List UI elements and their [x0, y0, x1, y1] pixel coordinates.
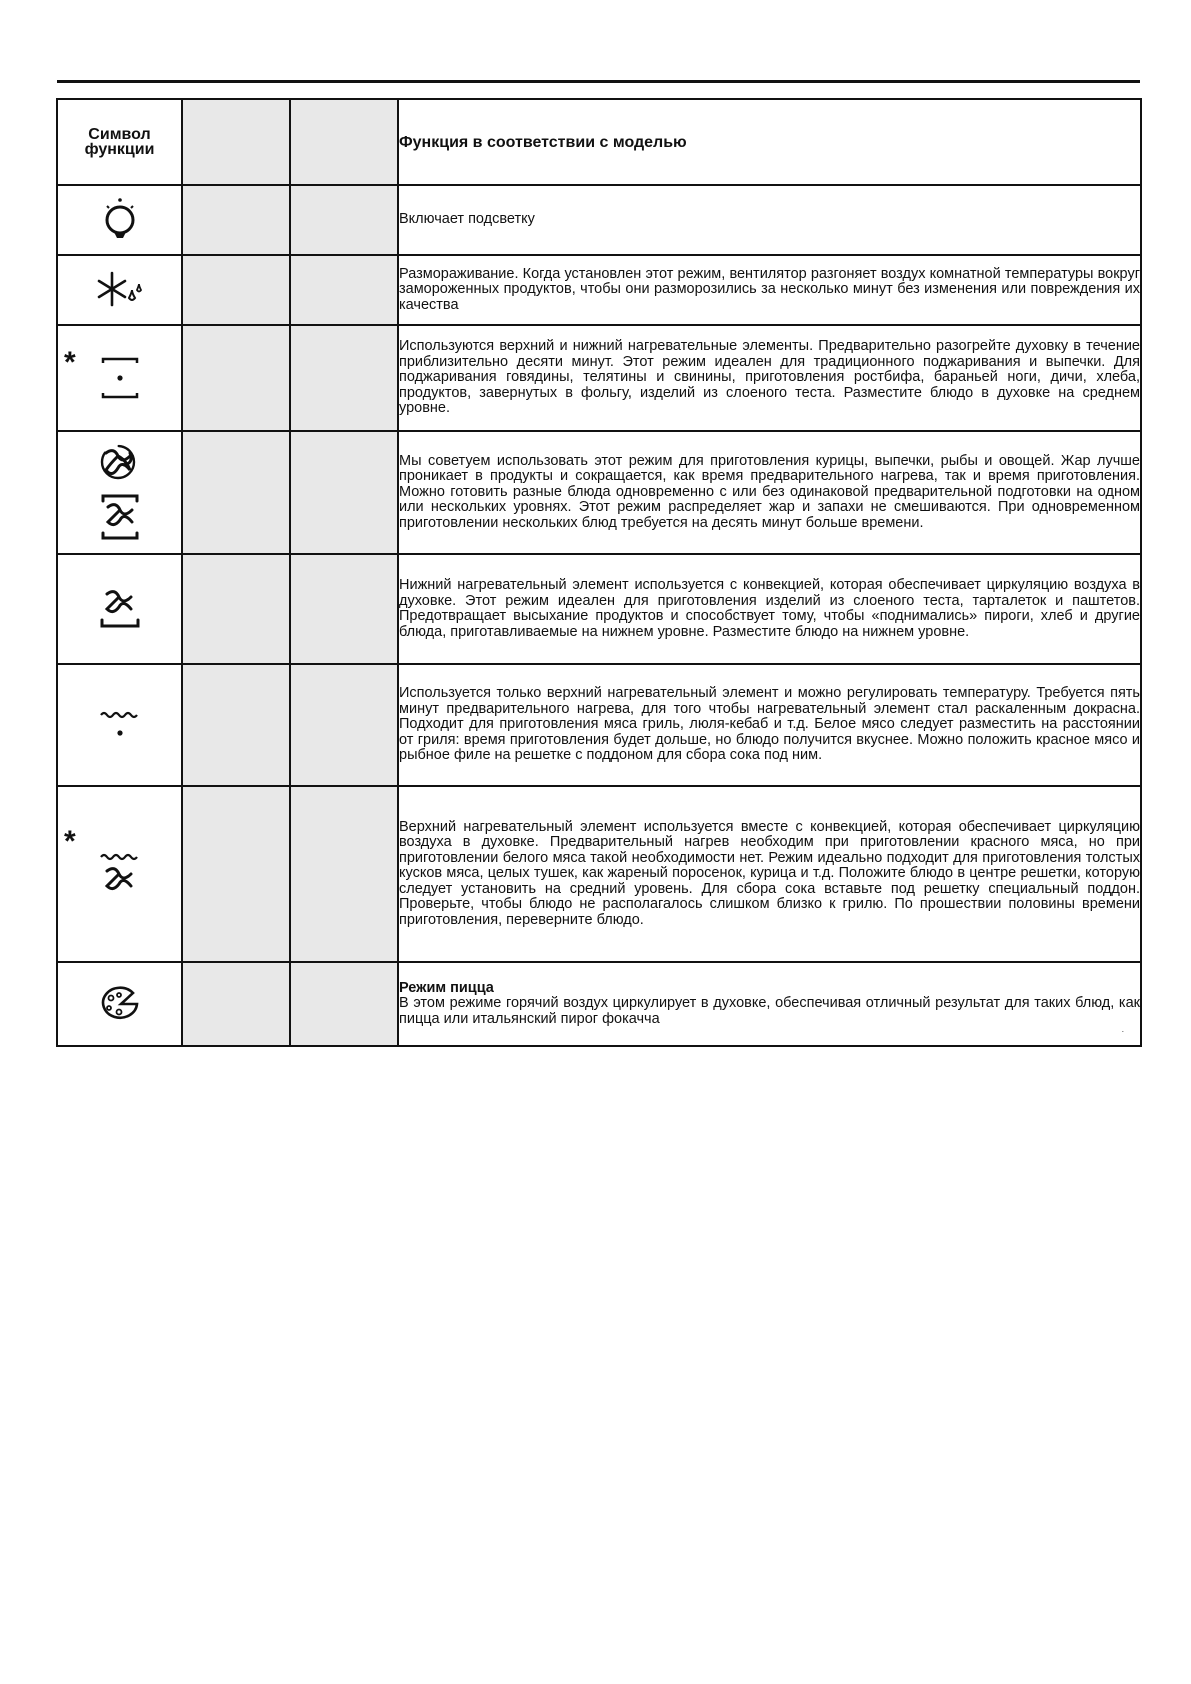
- availability-star: *: [64, 346, 76, 379]
- function-description: Размораживание. Когда установлен этот режим, вентилятор разгоняет воздух комнатной температуры вокруг замороженных продуктов, чтобы они разморозились за несколько минут без изменения или повреждения их качества: [398, 255, 1141, 325]
- symbol-cell: [57, 554, 182, 664]
- symbol-cell: [57, 255, 182, 325]
- function-column-header: Функция в соответствии с моделью: [398, 99, 1141, 185]
- table-row: [57, 786, 1141, 962]
- blank-cell: [182, 325, 290, 431]
- function-description: Верхний нагревательный элемент используется вместе с конвекцией, которая обеспечивает циркуляцию воздуха в духовке. Предварительный нагрев необходим при приготовлении красного мяса, но при приготовлении белого мяса такой необходимости нет. Режим идеально подходит для приготовления толстых кусков мяса, целых тушек, как жареный поросенок, курица и т.д. Положите блюдо в центре решетки, которую следует установить на средний уровень. Для сбора сока вставьте под решетку специальный поддон. Проверьте, чтобы блюдо не располагалось слишком близко к грилю. По прошествии половины времени приготовления, переверните блюдо.: [398, 786, 1141, 962]
- pizza-icon: [97, 984, 143, 1024]
- function-description: Включает подсветку: [398, 185, 1141, 255]
- table-row: [57, 431, 1141, 554]
- table-row: [57, 962, 1141, 1046]
- function-description: Нижний нагревательный элемент используется с конвекцией, которая обеспечивает циркуляцию воздуха в духовке. Этот режим идеален для приготовления изделий из слоеного теста, тарталеток и паштетов. Предотвращает высыхание продуктов и способствует тому, чтобы «поднимались» пироги, хлеб и другие блюда, приготавливаемые на нижнем уровне. Разместите блюдо на нижнем уровне.: [398, 554, 1141, 664]
- symbol-column-header: Символ функции: [57, 99, 182, 185]
- table-row: [57, 325, 1141, 431]
- table-row: [57, 554, 1141, 664]
- top-bottom-heat-icon: [98, 354, 142, 402]
- defrost-icon: [95, 268, 145, 312]
- function-description: [398, 962, 1141, 1046]
- table-row: [57, 664, 1141, 786]
- availability-star: *: [64, 825, 76, 858]
- table-header-row: [57, 99, 1141, 185]
- symbol-cell: [57, 325, 182, 431]
- grill-fan-icon: [97, 849, 143, 899]
- symbol-cell: [57, 962, 182, 1046]
- function-description: Используется только верхний нагревательный элемент и можно регулировать температуру. Требуется пять минут предварительного нагрева, для того чтобы нагревательный элемент стал раскаленным докрасна. Подходит для приготовления мяса гриль, люля-кебаб и т.д. Белое мясо следует разместить на расстоянии от гриля: время приготовления будет дольше, но блюдо получится вкуснее. Можно положить красное мясо и рыбное филе на решетке с поддоном для сбора сока под ним.: [398, 664, 1141, 786]
- blank-cell: [182, 431, 290, 554]
- table-row: [57, 255, 1141, 325]
- bottom-heat-fan-icon: [97, 584, 143, 634]
- blank-cell: [182, 962, 290, 1046]
- blank-cell: [290, 255, 398, 325]
- function-description: Мы советуем использовать этот режим для приготовления курицы, выпечки, рыбы и овощей. Жар лучше проникает в продукты и сокращается, как время предварительного нагрева, так и время приготовления. Можно готовить разные блюда одновременно с или без одинаковой предварительной подготовки на одном или нескольких уровнях. Этот режим распределяет жар и запахи не смешиваются. При одновременном приготовлении нескольких блюд требуется на десять минут больше времени.: [398, 431, 1141, 554]
- blank-cell: [182, 786, 290, 962]
- convection-icon: [95, 441, 145, 545]
- stray-mark: .: [1121, 1024, 1124, 1034]
- symbol-cell: [57, 185, 182, 255]
- oven-functions-table: [56, 98, 1142, 1047]
- symbol-cell: [57, 431, 182, 554]
- blank-cell: [290, 664, 398, 786]
- blank-column-header-2: [290, 99, 398, 185]
- blank-cell: [182, 554, 290, 664]
- blank-cell: [182, 664, 290, 786]
- symbol-cell: [57, 786, 182, 962]
- pizza-mode-title: Режим пицца: [399, 979, 494, 996]
- blank-cell: [290, 431, 398, 554]
- blank-cell: [182, 185, 290, 255]
- blank-cell: [290, 962, 398, 1046]
- table-row: [57, 185, 1141, 255]
- top-rule: [57, 80, 1140, 83]
- blank-cell: [290, 786, 398, 962]
- blank-cell: [290, 325, 398, 431]
- blank-cell: [290, 554, 398, 664]
- pizza-mode-text: В этом режиме горячий воздух циркулирует в духовке, обеспечивая отличный результат для таких блюд, как пицца или итальянский пирог фокачча: [399, 995, 1140, 1027]
- blank-cell: [182, 255, 290, 325]
- grill-icon: [97, 707, 143, 743]
- symbol-cell: [57, 664, 182, 786]
- blank-column-header-1: [182, 99, 290, 185]
- blank-cell: [290, 185, 398, 255]
- function-description: Используются верхний и нижний нагревательные элементы. Предварительно разогрейте духовку в течение приблизительно десяти минут. Этот режим идеален для традиционного поджаривания и выпечки. Для поджаривания говядины, телятины и свинины, приготовления ростбифа, бараньей ноги, дичи, хлеба, продуктов, завернутых в фольгу, изделий из слоеного теста. Разместите блюдо в духовке на среднем уровне.: [398, 325, 1141, 431]
- lamp-icon: [98, 194, 142, 246]
